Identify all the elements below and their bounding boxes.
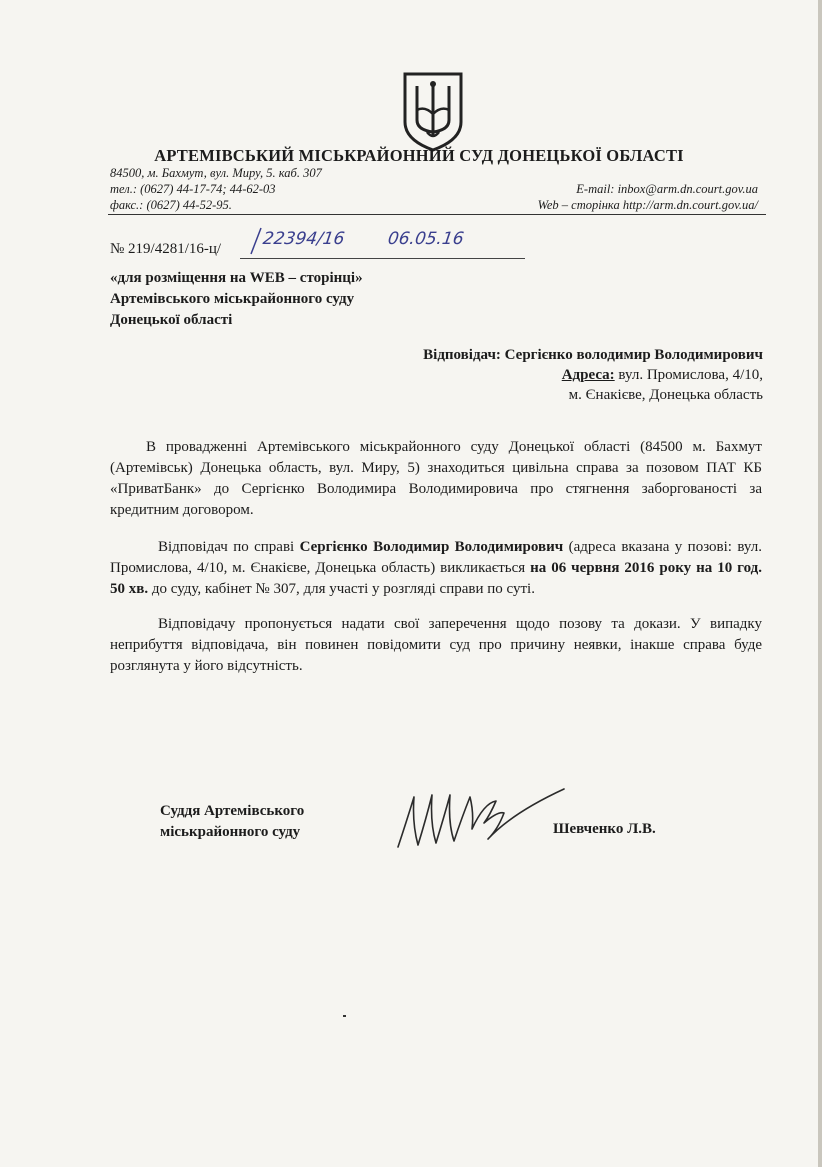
respondent-block (380, 345, 763, 405)
handwritten-date: 06.05.16 (386, 229, 466, 249)
summons-date: на 06 червня 2016 року на 10 год. 50 хв. (110, 560, 762, 597)
outgoing-number: № 219/4281/16-ц/ (110, 241, 222, 257)
address-line1: вул. Промислова, 4/10, (618, 367, 763, 383)
court-website: Web – сторінка http://arm.dn.court.gov.ua/ (537, 198, 758, 212)
header-divider (108, 214, 766, 215)
judge-title-line1: Суддя Артемівського (160, 803, 305, 819)
paragraph-summons (110, 537, 762, 600)
respondent-label: Відповідач: (423, 347, 501, 363)
court-fax: факс.: (0627) 44-52-95. (110, 198, 232, 212)
contact-left (110, 165, 322, 213)
summons-respondent-name: Сергієнко Володимир Володимирович (299, 539, 564, 555)
judge-title (160, 801, 304, 843)
web-note-line3: Донецької області (110, 312, 233, 328)
scan-speck (343, 1015, 346, 1017)
address-line2: м. Єнакієве, Донецька область (568, 387, 763, 403)
court-email: E-mail: inbox@arm.dn.court.gov.ua (576, 182, 758, 196)
summons-text-a: Відповідач по справі (158, 539, 300, 555)
address-label: Адреса: (561, 367, 615, 383)
coat-of-arms-icon (401, 70, 465, 152)
web-note-line1: «для розміщення на WEB – сторінці» (110, 270, 363, 286)
handwritten-registration-number: 22394/16 (261, 229, 346, 249)
contact-right (450, 181, 758, 213)
judge-name: Шевченко Л.В. (553, 821, 656, 837)
web-note-line2: Артемівського міськрайонного суду (110, 291, 355, 307)
court-name: АРТЕМІВСЬКИЙ МІСЬКРАЙОННИЙ СУД ДОНЕЦЬКОЇ ОБЛАСТІ (154, 146, 684, 165)
respondent-name: Сергієнко володимир Володимирович (504, 347, 763, 363)
summons-text-b: (адреса вказана у позові: вул. Промислова, 4/10, м. Єнакієве, Донецька область) викликається (110, 539, 762, 576)
scan-edge (818, 0, 822, 1167)
number-underline (240, 258, 525, 259)
court-phone: тел.: (0627) 44-17-74; 44-62-03 (110, 182, 276, 196)
judge-title-line2: міськрайонного суду (160, 824, 301, 840)
court-address: 84500, м. Бахмут, вул. Миру, 5. каб. 307 (110, 166, 322, 180)
judge-signature (392, 783, 567, 853)
web-note (110, 268, 363, 331)
paragraph-case-info: В провадженні Артемівського міськрайонного суду Донецької області (84500 м. Бахмут (Артемівськ) Донецька область, вул. Миру, 5) знаходиться цивільна справа за позовом ПАТ КБ «ПриватБанк» до Сергієнко Володимира Володимировича про стягнення заборгованості за кредитним договором. (110, 439, 762, 518)
summons-text-c: до суду, кабінет № 307, для участі у розгляді справи по суті. (148, 581, 535, 597)
paragraph-instructions: Відповідачу пропонується надати свої заперечення щодо позову та докази. У випадку неприбуття відповідача, він повинен повідомити суд про причину неявки, інакше справа буде розглянута у його відсутність. (110, 616, 762, 674)
